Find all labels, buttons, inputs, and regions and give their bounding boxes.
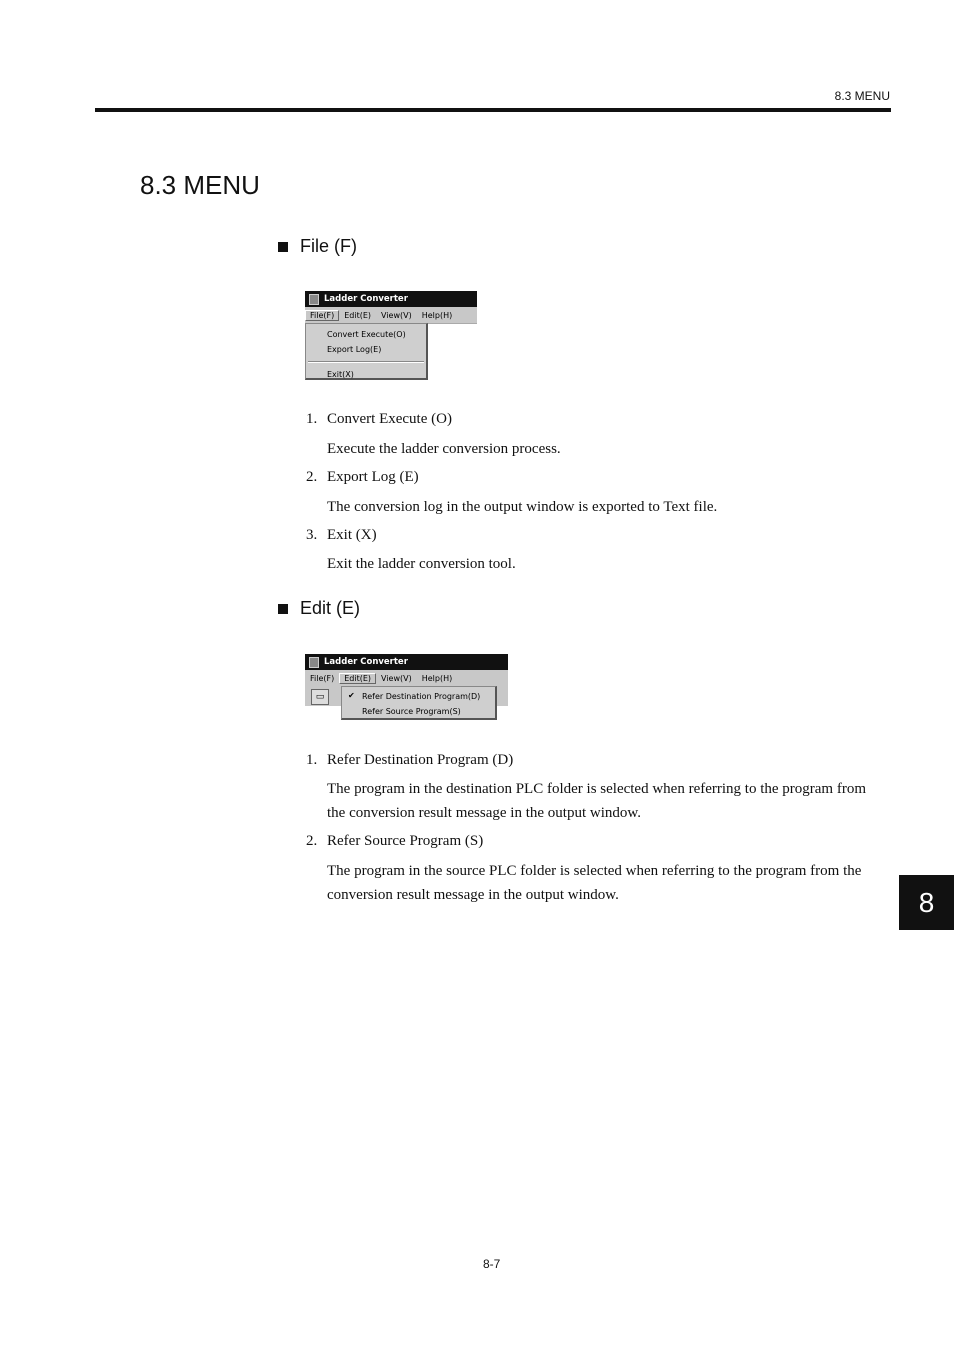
list-item: 1. Convert Execute (O) <box>306 411 452 427</box>
menu-item-convert-execute[interactable]: Convert Execute(O) <box>327 330 406 339</box>
file-heading <box>278 236 357 257</box>
bullet-square-icon <box>278 242 288 252</box>
menubar <box>305 307 477 324</box>
edit-menu-screenshot <box>305 654 508 720</box>
item-description: The conversion log in the output window is exported to Text file. <box>327 499 718 515</box>
checkmark-icon: ✔ <box>348 691 355 700</box>
item-description: Exit the ladder conversion tool. <box>327 556 516 572</box>
window-titlebar <box>305 291 477 307</box>
edit-heading-text: Edit (E) <box>300 598 361 618</box>
menu-view[interactable]: View(V) <box>381 673 412 683</box>
menubar <box>305 670 508 687</box>
page-number: 8-7 <box>483 1257 501 1271</box>
menu-separator <box>308 361 424 363</box>
menu-file[interactable]: File(F) <box>310 673 335 683</box>
file-dropdown <box>305 323 428 380</box>
menu-edit[interactable]: Edit(E) <box>344 310 372 320</box>
menu-edit[interactable]: Edit(E) <box>339 673 376 684</box>
menu-view[interactable]: View(V) <box>381 310 412 320</box>
item-description: The program in the source PLC folder is selected when referring to the program from the conversion result message in the output window. <box>327 863 862 903</box>
menu-item-exit[interactable]: Exit(X) <box>327 370 354 379</box>
item-description: Execute the ladder conversion process. <box>327 441 561 457</box>
item-description: The program in the destination PLC folder is selected when referring to the program from the conversion result message in the output window. <box>327 781 867 821</box>
file-heading-text: File (F) <box>300 236 357 256</box>
list-item: 3. Exit (X) <box>306 527 377 543</box>
edit-dropdown <box>341 686 497 720</box>
window-title: Ladder Converter <box>324 294 408 304</box>
app-icon <box>309 657 319 668</box>
list-item: 1. Refer Destination Program (D) <box>306 752 514 768</box>
list-item: 2. Refer Source Program (S) <box>306 833 484 849</box>
open-file-icon[interactable]: ▭ <box>311 689 329 705</box>
section-title: 8.3 MENU <box>140 170 260 200</box>
menu-help[interactable]: Help(H) <box>421 310 453 320</box>
edit-heading <box>278 598 360 619</box>
menu-help[interactable]: Help(H) <box>421 673 453 683</box>
menu-file[interactable]: File(F) <box>305 310 339 321</box>
running-header: 8.3 MENU <box>834 89 890 103</box>
app-icon <box>309 294 319 305</box>
window-title: Ladder Converter <box>324 657 408 667</box>
menu-item-refer-source[interactable]: Refer Source Program(S) <box>362 707 461 716</box>
file-menu-screenshot <box>305 291 477 380</box>
list-item: 2. Export Log (E) <box>306 469 419 485</box>
header-rule <box>95 108 891 112</box>
menu-item-export-log[interactable]: Export Log(E) <box>327 345 382 354</box>
menu-item-refer-destination[interactable]: Refer Destination Program(D) <box>362 692 481 701</box>
chapter-tab: 8 <box>899 875 954 930</box>
bullet-square-icon <box>278 604 288 614</box>
window-titlebar <box>305 654 508 670</box>
